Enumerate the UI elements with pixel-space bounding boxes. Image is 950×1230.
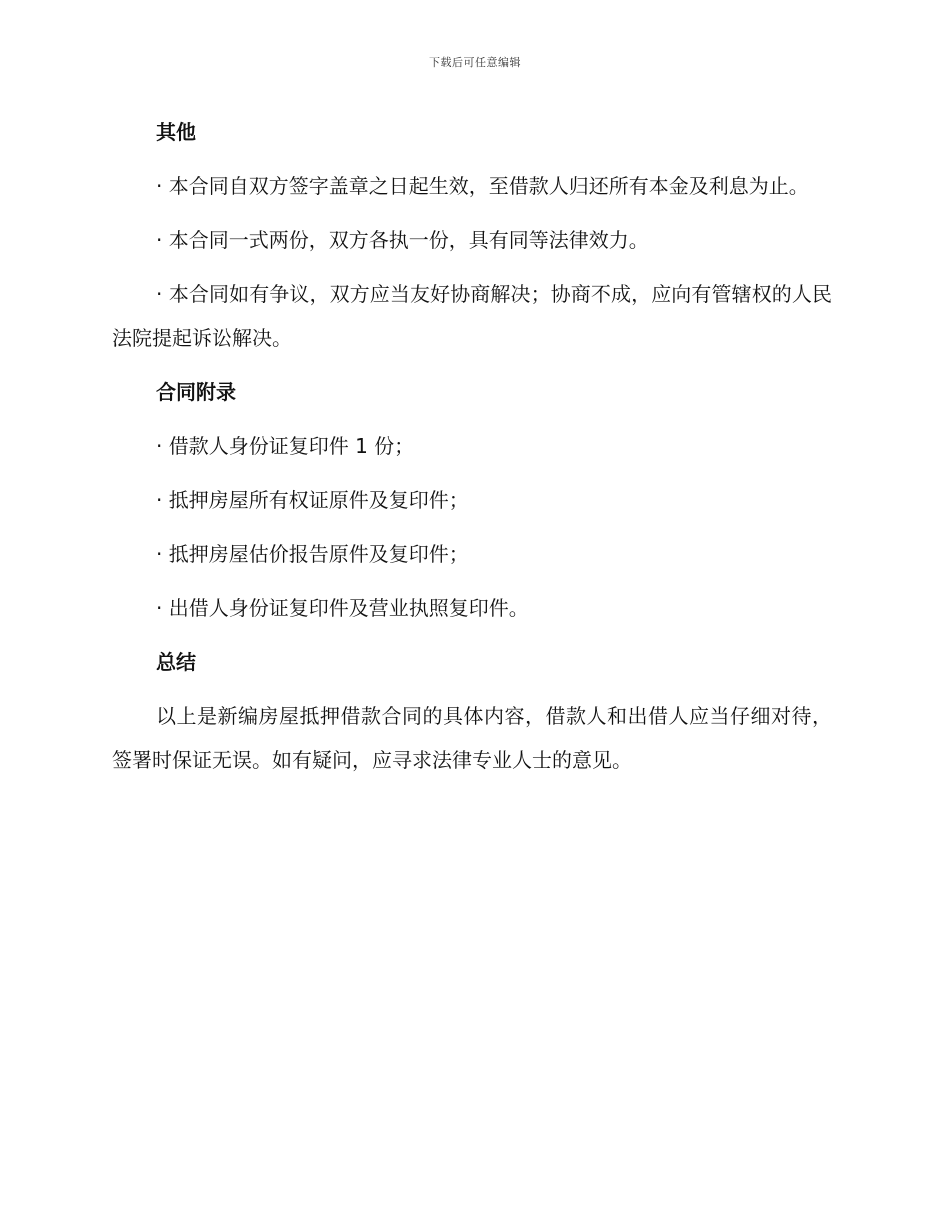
clause-dispute: · 本合同如有争议，双方应当友好协商解决；协商不成，应向有管辖权的人民法院提起诉讼解决。 [112,282,832,350]
appendix-item-valuation-report: · 抵押房屋估价报告原件及复印件； [156,542,469,566]
document-body [112,110,832,792]
section-title-other: 其他 [156,120,196,144]
section-title-appendix: 合同附录 [156,380,236,404]
appendix-item-borrower-id: · 借款人身份证复印件 1 份； [156,434,415,458]
clause-effective-date: · 本合同自双方签字盖章之日起生效，至借款人归还所有本金及利息为止。 [156,174,809,198]
summary-paragraph: 以上是新编房屋抵押借款合同的具体内容，借款人和出借人应当仔细对待，签署时保证无误。如有疑问，应寻求法律专业人士的意见。 [112,704,832,772]
page-header-note: 下载后可任意编辑 [429,56,521,69]
appendix-item-lender-id-license: · 出借人身份证复印件及营业执照复印件。 [156,596,529,620]
section-title-summary: 总结 [156,650,196,674]
clause-copies: · 本合同一式两份，双方各执一份，具有同等法律效力。 [156,228,649,252]
appendix-item-property-certificate: · 抵押房屋所有权证原件及复印件； [156,488,469,512]
